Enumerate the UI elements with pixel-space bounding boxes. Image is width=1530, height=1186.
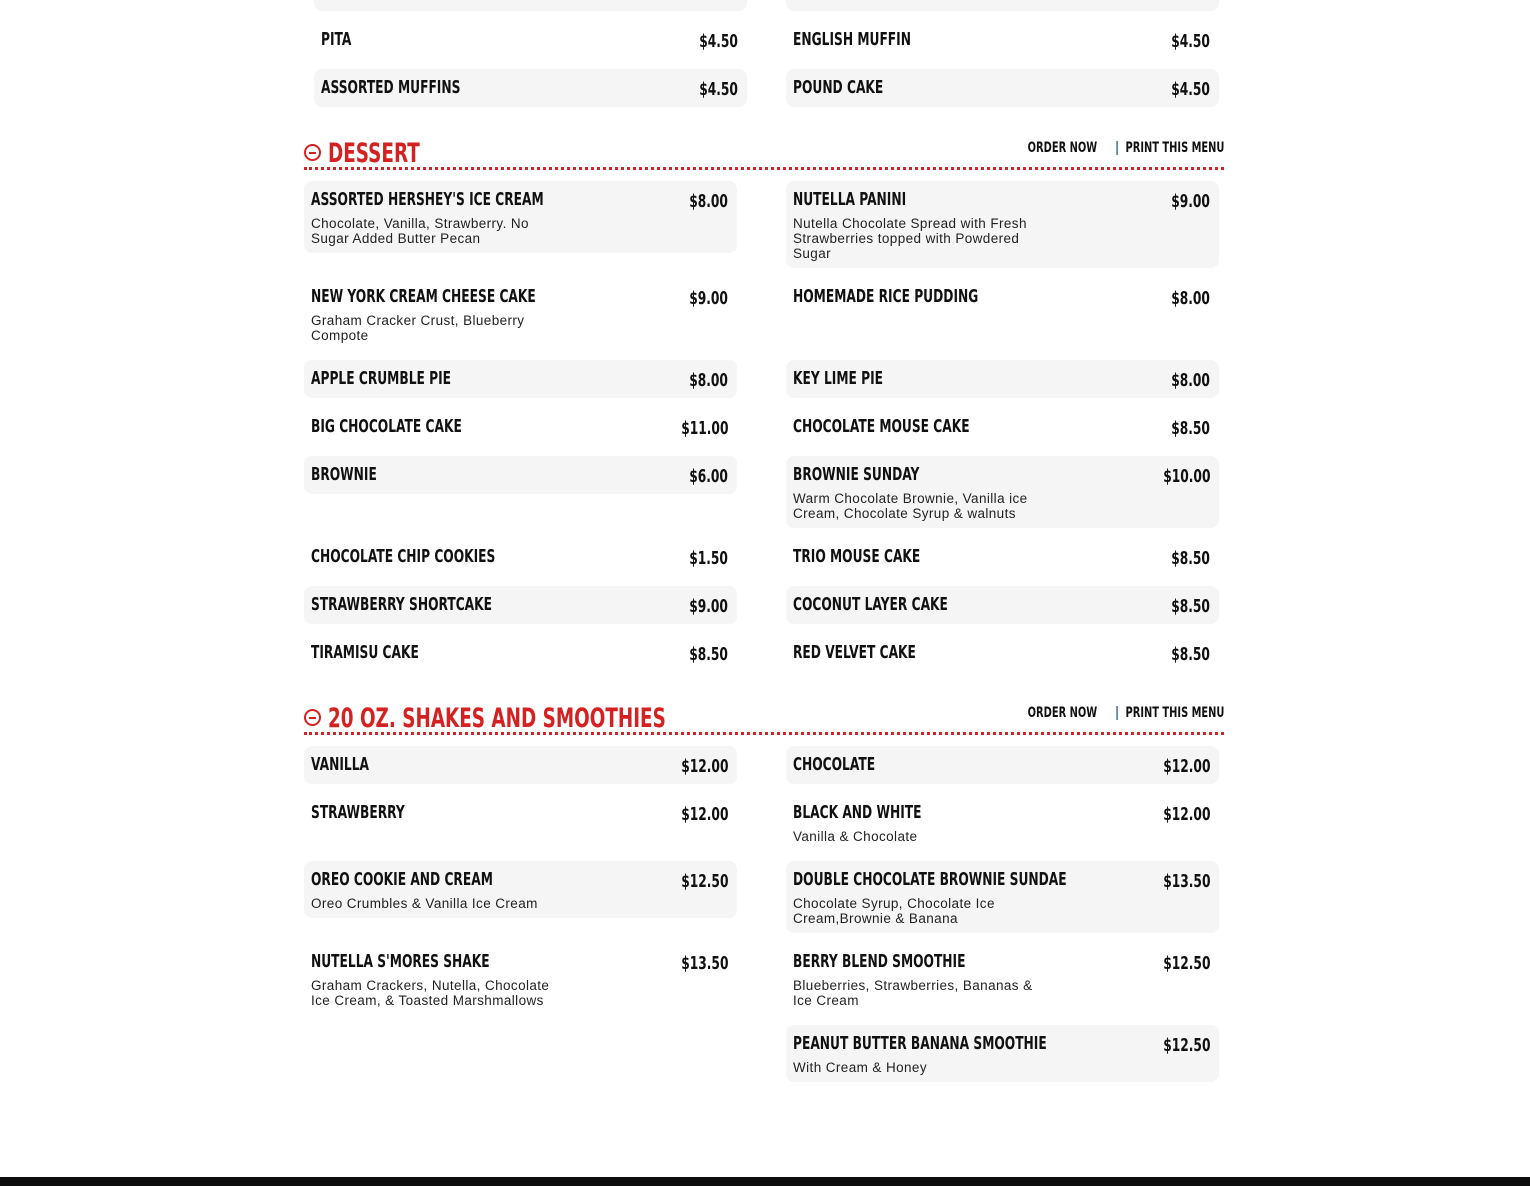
item-name: VANILLA	[311, 754, 369, 775]
item-name: PEANUT BUTTER BANANA SMOOTHIE	[793, 1033, 1047, 1054]
item-price: $1.50	[689, 548, 728, 569]
item-price: $8.00	[689, 370, 728, 391]
item-price: $13.50	[1162, 871, 1210, 892]
menu-item[interactable]	[304, 181, 737, 253]
item-name: DOUBLE CHOCOLATE BROWNIE SUNDAE	[793, 869, 1067, 890]
item-name: CHOCOLATE MOUSE CAKE	[793, 416, 970, 437]
menu-item-english-muffin[interactable]	[786, 21, 1219, 59]
page-footer	[0, 1177, 1530, 1186]
menu-item[interactable]	[304, 538, 737, 576]
item-price: $12.00	[1162, 756, 1210, 777]
item-description: Chocolate Syrup, Chocolate Ice Cream,Brownie & Banana	[793, 896, 995, 926]
menu-item[interactable]	[304, 634, 737, 672]
menu-item[interactable]	[786, 456, 1219, 528]
item-name: BROWNIE	[311, 464, 377, 485]
item-price: $6.00	[689, 466, 728, 487]
item-description: Nutella Chocolate Spread with Fresh Strawberries topped with Powdered Sugar	[793, 216, 1027, 261]
menu-item[interactable]	[786, 943, 1219, 1015]
menu-item[interactable]	[304, 278, 737, 350]
item-name: CHOCOLATE	[793, 754, 876, 775]
menu-item-pita[interactable]	[314, 21, 747, 59]
menu-item[interactable]	[786, 278, 1219, 316]
item-name: ENGLISH MUFFIN	[793, 29, 911, 50]
item-price: $12.50	[680, 871, 728, 892]
item-description: Graham Cracker Crust, Blueberry Compote	[311, 313, 525, 343]
item-price: $8.00	[1171, 370, 1210, 391]
section-title[interactable]: 20 OZ. SHAKES AND SMOOTHIES	[328, 703, 666, 734]
menu-item-assorted-muffins[interactable]	[314, 69, 747, 107]
menu-item[interactable]	[786, 794, 1219, 851]
item-name: STRAWBERRY SHORTCAKE	[311, 594, 493, 615]
item-name: ASSORTED HERSHEY'S ICE CREAM	[311, 189, 544, 210]
menu-item[interactable]	[304, 943, 737, 1015]
order-now-link[interactable]: ORDER NOW	[1027, 140, 1097, 156]
item-description: Oreo Crumbles & Vanilla Ice Cream	[311, 896, 538, 911]
menu-item[interactable]	[304, 360, 737, 398]
menu-item[interactable]	[304, 794, 737, 832]
section-title[interactable]: DESSERT	[328, 138, 420, 169]
item-price: $12.00	[680, 756, 728, 777]
item-name: PITA	[321, 29, 352, 50]
item-name: OREO COOKIE AND CREAM	[311, 869, 493, 890]
item-description: Chocolate, Vanilla, Strawberry. No Sugar Added Butter Pecan	[311, 216, 529, 246]
menu-item[interactable]	[786, 408, 1219, 446]
print-menu-link[interactable]: PRINT THIS MENU	[1125, 705, 1224, 721]
item-price: $9.00	[689, 288, 728, 309]
item-description: With Cream & Honey	[793, 1060, 927, 1075]
menu-item[interactable]	[786, 746, 1219, 784]
item-name: POUND CAKE	[793, 77, 884, 98]
order-now-link[interactable]: ORDER NOW	[1027, 705, 1097, 721]
item-name: TRIO MOUSE CAKE	[793, 546, 921, 567]
item-price: $12.00	[680, 804, 728, 825]
item-name: HOMEMADE RICE PUDDING	[793, 286, 979, 307]
item-price: $8.50	[1171, 596, 1210, 617]
menu-item[interactable]	[314, 0, 747, 11]
item-description: Blueberries, Strawberries, Bananas & Ice Cream	[793, 978, 1033, 1008]
menu-item[interactable]	[786, 181, 1219, 268]
item-price: $12.50	[1162, 953, 1210, 974]
item-description: Graham Crackers, Nutella, Chocolate Ice Cream, & Toasted Marshmallows	[311, 978, 550, 1008]
item-price: $13.50	[680, 953, 728, 974]
item-price: $4.50	[699, 79, 738, 100]
item-description: Vanilla & Chocolate	[793, 829, 918, 844]
item-price: $4.50	[1171, 31, 1210, 52]
item-price: $8.00	[1171, 288, 1210, 309]
item-name: BLACK AND WHITE	[793, 802, 922, 823]
item-price: $8.50	[689, 644, 728, 665]
menu-item[interactable]	[786, 538, 1219, 576]
item-price: $8.00	[689, 191, 728, 212]
collapse-icon[interactable]	[304, 144, 321, 161]
menu-item[interactable]	[786, 586, 1219, 624]
item-name: BROWNIE SUNDAY	[793, 464, 920, 485]
section-divider	[304, 167, 1224, 170]
menu-item[interactable]	[304, 408, 737, 446]
menu-item[interactable]	[786, 634, 1219, 672]
item-name: CHOCOLATE CHIP COOKIES	[311, 546, 496, 567]
section-divider	[304, 732, 1224, 735]
item-price: $8.50	[1171, 548, 1210, 569]
menu-item-pound-cake[interactable]	[786, 69, 1219, 107]
menu-item[interactable]	[786, 861, 1219, 933]
item-name: KEY LIME PIE	[793, 368, 884, 389]
menu-item[interactable]	[304, 586, 737, 624]
item-price: $10.00	[1162, 466, 1210, 487]
print-menu-link[interactable]: PRINT THIS MENU	[1125, 140, 1224, 156]
item-name: STRAWBERRY	[311, 802, 405, 823]
menu-item[interactable]	[304, 746, 737, 784]
collapse-icon[interactable]	[304, 709, 321, 726]
item-name: TIRAMISU CAKE	[311, 642, 419, 663]
item-description: Warm Chocolate Brownie, Vanilla ice Cream, Chocolate Syrup & walnuts	[793, 491, 1028, 521]
item-price: $8.50	[1171, 418, 1210, 439]
item-price: $4.50	[1171, 79, 1210, 100]
item-price: $11.00	[680, 418, 728, 439]
item-name: COCONUT LAYER CAKE	[793, 594, 948, 615]
item-name: APPLE CRUMBLE PIE	[311, 368, 452, 389]
item-name: BIG CHOCOLATE CAKE	[311, 416, 462, 437]
item-name: RED VELVET CAKE	[793, 642, 916, 663]
item-price: $9.00	[1171, 191, 1210, 212]
item-name: NUTELLA S'MORES SHAKE	[311, 951, 490, 972]
item-price: $8.50	[1171, 644, 1210, 665]
menu-item[interactable]	[304, 456, 737, 494]
menu-item[interactable]	[304, 861, 737, 918]
menu-item[interactable]	[786, 0, 1219, 11]
item-price: $12.50	[1162, 1035, 1210, 1056]
menu-item[interactable]	[786, 360, 1219, 398]
item-price: $12.00	[1162, 804, 1210, 825]
menu-item[interactable]	[786, 1025, 1219, 1082]
item-name: BERRY BLEND SMOOTHIE	[793, 951, 966, 972]
item-name: NUTELLA PANINI	[793, 189, 907, 210]
item-name: NEW YORK CREAM CHEESE CAKE	[311, 286, 536, 307]
link-separator: |	[1115, 704, 1119, 721]
item-name: ASSORTED MUFFINS	[321, 77, 461, 98]
link-separator: |	[1115, 139, 1119, 156]
item-price: $4.50	[699, 31, 738, 52]
item-price: $9.00	[689, 596, 728, 617]
